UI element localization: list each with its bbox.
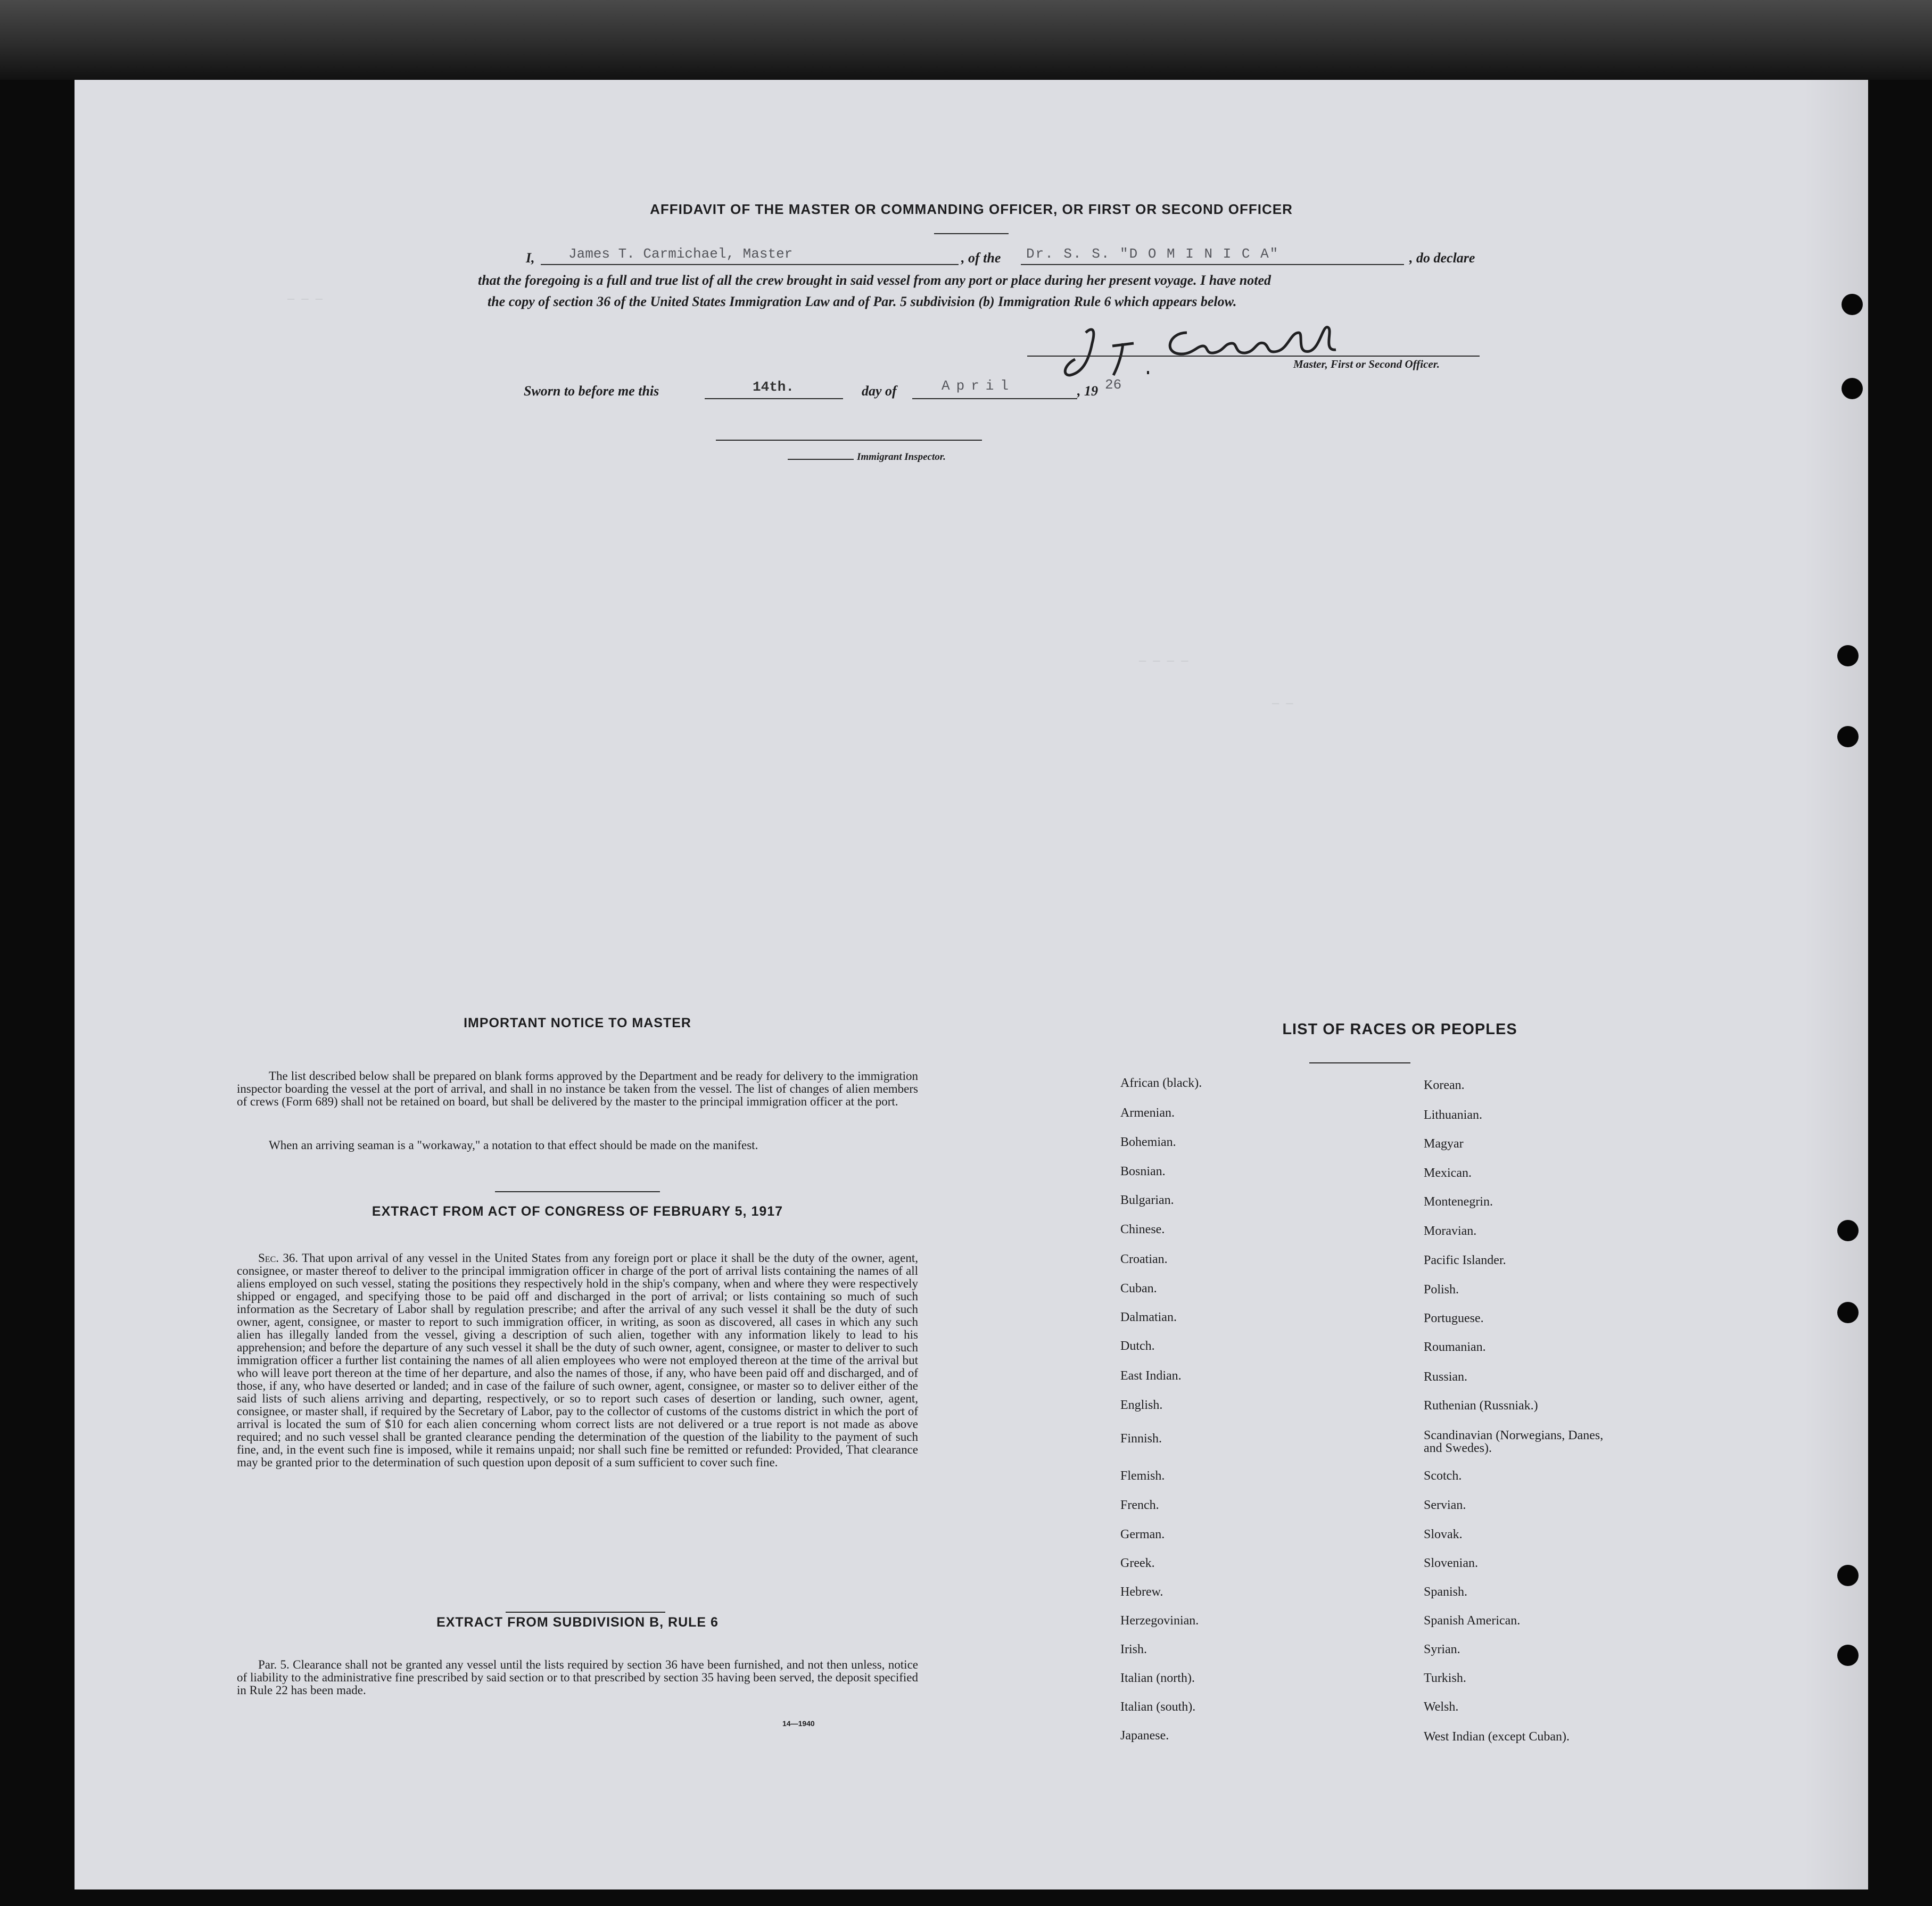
sworn-day-value: 14th. xyxy=(753,379,795,395)
year-prefix: , 19 xyxy=(1077,383,1098,399)
race-item: Scandinavian (Norwegians, Danes, and Swedes). xyxy=(1424,1429,1604,1455)
race-item: African (black). xyxy=(1120,1076,1202,1090)
binder-hole xyxy=(1837,726,1859,747)
race-item: Polish. xyxy=(1424,1283,1459,1297)
race-item: German. xyxy=(1120,1528,1165,1541)
section-text: That upon arrival of any vessel in the United States from any foreign port or place it shall be the duty of the owner, agent, consignee, or master thereof to deliver to the principal immigration officer in charge of the port of arrival lists containing the names of all aliens employed on such vessel, stating the positions they respectively hold in the ship's company, when and where they were respectively shipped or engaged, and specifying those to be paid off and discharged in the port of arrival; or lists containing so much of such information as the Secretary of Labor shall by regulation prescribe; and after the arrival of any such vessel it shall be the duty of such owner, agent, consignee, or master to report to such immigration officer, in writing, as soon as discovered, all cases in which any such alien has illegally landed from the vessel, giving a description of such alien, together with any information likely to lead to his apprehension; and before the departure of any such vessel it shall be the duty of such owner, agent, consignee, or master to deliver to such immigration officer a further list containing the names of all alien employees who were not employed thereon at the time of the arrival but who will leave port thereon at the time of her departure, and also the names of those, if any, who have been paid off and discharged, and of those, if any, who have deserted or landed; and in case of the failure of such owner, agent, consignee, or master so to deliver either of the said lists of such aliens arriving and departing, respectively, or so to report such cases of desertion or landing, such owner, agent, consignee, or master shall, if required by the Secretary of Labor, pay to the collector of customs of the customs district in which the port of arrival is located the sum of $10 for each alien concerning whom correct lists are not delivered or a true report is not made as above required; and no such vessel shall be granted clearance pending the determination of the question of the liability to the payment of such fine, and, in the event such fine is imposed, while it remains unpaid; nor shall such fine be remitted or refunded: Provided, That clearance may be granted prior to the determination of such question upon deposit of a sum sufficient to cover such fine. xyxy=(237,1251,918,1469)
page-edge-shadow xyxy=(1804,80,1868,1890)
inspector-dash xyxy=(788,459,854,460)
sworn-month-line xyxy=(912,398,1077,399)
race-item: Turkish. xyxy=(1424,1671,1466,1685)
race-item: Bohemian. xyxy=(1120,1135,1176,1149)
race-item: Italian (south). xyxy=(1120,1700,1196,1714)
document-page xyxy=(75,80,1868,1890)
signature-label: Master, First or Second Officer. xyxy=(1293,358,1440,370)
master-name-line xyxy=(541,264,959,265)
race-item: Syrian. xyxy=(1424,1643,1460,1656)
section-lead: Sec. 36. xyxy=(258,1251,299,1265)
rule-extract-title: EXTRACT FROM SUBDIVISION B, RULE 6 xyxy=(436,1615,719,1630)
race-item: Lithuanian. xyxy=(1424,1108,1482,1122)
race-item: East Indian. xyxy=(1120,1369,1182,1383)
race-item: Pacific Islander. xyxy=(1424,1253,1506,1267)
binder-hole xyxy=(1837,1302,1859,1323)
race-item: Spanish American. xyxy=(1424,1614,1521,1628)
bleed-through: — — — xyxy=(287,293,323,306)
race-item: Italian (north). xyxy=(1120,1671,1195,1685)
race-item: Mexican. xyxy=(1424,1166,1472,1180)
races-title: LIST OF RACES OR PEOPLES xyxy=(1282,1021,1517,1038)
race-item: Roumanian. xyxy=(1424,1340,1486,1354)
line1-prefix: I, xyxy=(526,250,535,266)
race-item: Magyar xyxy=(1424,1137,1464,1151)
race-item: Flemish. xyxy=(1120,1469,1165,1483)
race-item: Bosnian. xyxy=(1120,1165,1166,1178)
race-item: Servian. xyxy=(1424,1498,1466,1512)
act-extract-body xyxy=(237,1252,918,1469)
year-value: 26 xyxy=(1105,377,1122,393)
sworn-prefix: Sworn to before me this xyxy=(524,383,659,399)
affidavit-line-3: the copy of section 36 of the United States Immigration Law and of Par. 5 subdivision (b) Immigration Rule 6 which appears below. xyxy=(488,294,1237,309)
notice-paragraph-2: When an arriving seaman is a "workaway," a notation to that effect should be made on the manifest. xyxy=(269,1138,758,1152)
bleed-through: — — — — xyxy=(1139,655,1188,668)
race-item: Japanese. xyxy=(1120,1729,1169,1743)
master-name-value: James T. Carmichael, Master xyxy=(568,246,793,262)
inspector-label: Immigrant Inspector. xyxy=(857,451,946,463)
race-item: Russian. xyxy=(1424,1370,1468,1384)
affidavit-title: AFFIDAVIT OF THE MASTER OR COMMANDING OFFICER, OR FIRST OR SECOND OFFICER xyxy=(650,201,1293,217)
race-item: Dutch. xyxy=(1120,1339,1155,1353)
rule-extract-body: Par. 5. Clearance shall not be granted any vessel until the lists required by section 36 have been furnished, and not then unless, notice of liability to the administrative fine prescribed by said section or to that prescribed by section 35 having been served, the deposit specified in Rule 22 has been made. xyxy=(237,1658,918,1697)
race-item: West Indian (except Cuban). xyxy=(1424,1730,1570,1744)
binder-hole xyxy=(1837,1645,1859,1666)
notice-divider xyxy=(495,1191,660,1192)
form-number: 14—1940 xyxy=(782,1719,815,1728)
binder-hole xyxy=(1837,645,1859,666)
race-item: Slovak. xyxy=(1424,1528,1463,1541)
sworn-day-line xyxy=(705,398,843,399)
race-item: Armenian. xyxy=(1120,1106,1175,1120)
act-extract-title: EXTRACT FROM ACT OF CONGRESS OF FEBRUARY 5, 1917 xyxy=(371,1204,783,1219)
signature-line xyxy=(1027,356,1480,357)
race-item: Greek. xyxy=(1120,1556,1155,1570)
affidavit-line-2: that the foregoing is a full and true list of all the crew brought in said vessel from any port or place during her present voyage. I have noted xyxy=(478,273,1272,288)
binder-hole xyxy=(1837,1565,1859,1586)
race-item: Hebrew. xyxy=(1120,1585,1163,1599)
day-of-label: day of xyxy=(862,383,897,399)
race-item: French. xyxy=(1120,1498,1159,1512)
vessel-name-value: Dr. S. S. "D O M I N I C A" xyxy=(1026,246,1279,262)
sworn-line xyxy=(524,379,1269,406)
master-signature xyxy=(1054,322,1394,386)
bleed-through: — — xyxy=(1272,697,1293,711)
binder-hole xyxy=(1842,294,1863,315)
race-item: Scotch. xyxy=(1424,1469,1462,1483)
sworn-month-value: April xyxy=(942,378,1015,394)
binder-hole xyxy=(1842,378,1863,399)
race-item: Slovenian. xyxy=(1424,1556,1478,1570)
race-item: Irish. xyxy=(1120,1643,1147,1656)
races-divider xyxy=(1309,1062,1410,1063)
act-divider xyxy=(506,1612,665,1613)
line1-mid: , of the xyxy=(961,250,1001,266)
line1-suffix: , do declare xyxy=(1409,250,1475,266)
scanner-top-edge xyxy=(0,0,1932,80)
race-item: Moravian. xyxy=(1424,1224,1477,1238)
notice-title: IMPORTANT NOTICE TO MASTER xyxy=(464,1016,691,1030)
title-divider xyxy=(934,233,1009,234)
race-item: Ruthenian (Russniak.) xyxy=(1424,1399,1538,1413)
race-item: Korean. xyxy=(1424,1078,1465,1092)
race-item: Dalmatian. xyxy=(1120,1310,1177,1324)
race-item: Finnish. xyxy=(1120,1432,1162,1446)
race-item: Montenegrin. xyxy=(1424,1195,1493,1209)
race-item: Spanish. xyxy=(1424,1585,1468,1599)
vessel-name-line xyxy=(1021,264,1404,265)
notice-paragraph-1: The list described below shall be prepared on blank forms approved by the Department and be ready for delivery to the immigration inspector boarding the vessel at the port of arrival, and shall in no instance be taken from the vessel. The list of changes of alien members of crews (Form 689) shall not be retained on board, but shall be delivered by the master to the principal immigration officer at the port. xyxy=(237,1069,918,1108)
binder-hole xyxy=(1837,1220,1859,1241)
race-item: Herzegovinian. xyxy=(1120,1614,1199,1628)
race-item: Chinese. xyxy=(1120,1223,1165,1236)
affidavit-line-1 xyxy=(526,246,1590,269)
race-item: Cuban. xyxy=(1120,1282,1157,1296)
inspector-signature-line xyxy=(716,440,982,441)
race-item: Bulgarian. xyxy=(1120,1193,1174,1207)
race-item: Welsh. xyxy=(1424,1700,1459,1714)
race-item: Portuguese. xyxy=(1424,1311,1484,1325)
race-item: Croatian. xyxy=(1120,1252,1168,1266)
race-item: English. xyxy=(1120,1398,1163,1412)
